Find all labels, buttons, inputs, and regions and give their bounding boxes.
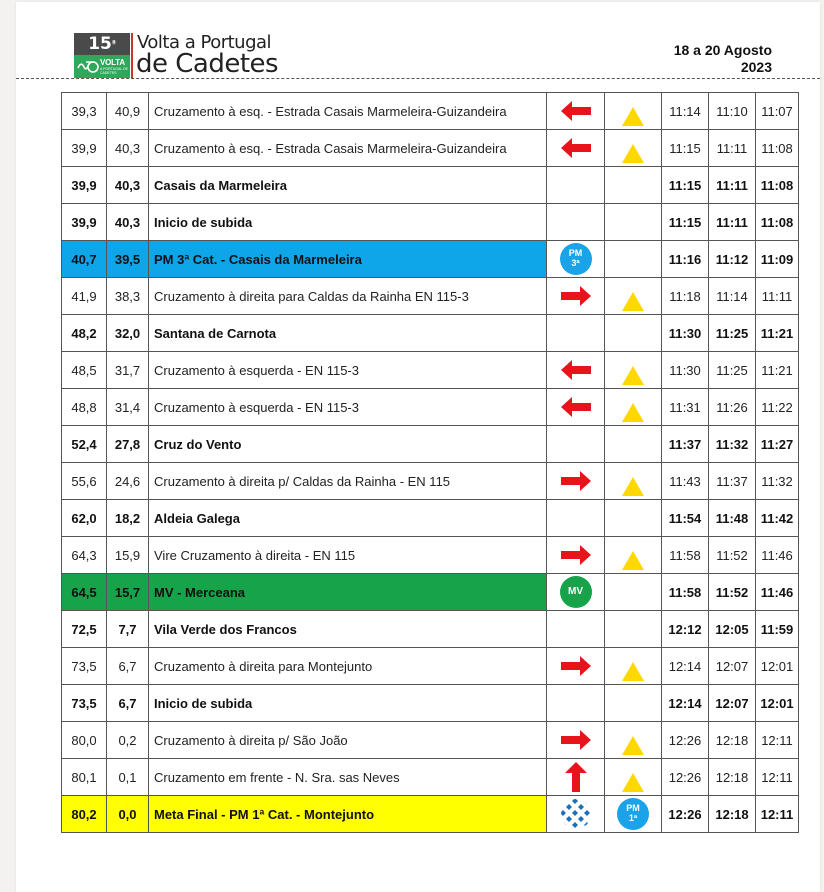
direction-cell [547, 611, 605, 648]
signal-cell [605, 537, 662, 574]
badge-line-2: 1ª [628, 813, 638, 823]
dates-range: 18 a 20 Agosto [673, 42, 772, 58]
km-left-cell: 40,3 [107, 204, 149, 241]
warning-triangle-icon [621, 143, 645, 164]
time-slow-cell: 11:11 [756, 278, 799, 315]
warning-triangle-icon [621, 291, 645, 312]
time-fast-cell: 11:16 [662, 241, 709, 278]
km-left-cell: 7,7 [107, 611, 149, 648]
signal-cell [605, 796, 662, 833]
table-row [62, 426, 799, 463]
description-cell: Cruzamento à esq. - Estrada Casais Marmeleira-Guizandeira [149, 93, 547, 130]
km-left-cell: 40,3 [107, 167, 149, 204]
signal-cell [605, 463, 662, 500]
direction-cell [547, 93, 605, 130]
time-fast-cell: 11:30 [662, 352, 709, 389]
pm-category-badge [617, 798, 649, 830]
km-left-cell: 18,2 [107, 500, 149, 537]
km-done-cell: 40,7 [62, 241, 107, 278]
signal-cell [605, 500, 662, 537]
time-fast-cell: 11:30 [662, 315, 709, 352]
table-row [62, 463, 799, 500]
direction-cell [547, 278, 605, 315]
badge-line-1: PM [626, 803, 640, 813]
km-left-cell: 6,7 [107, 685, 149, 722]
table-row [62, 722, 799, 759]
route-itinerary-table [61, 92, 799, 833]
description-cell: Inicio de subida [149, 204, 547, 241]
signal-cell [605, 241, 662, 278]
km-done-cell: 80,0 [62, 722, 107, 759]
logo-text: VOLTA [100, 58, 125, 67]
km-done-cell: 41,9 [62, 278, 107, 315]
warning-triangle-icon [621, 402, 645, 423]
arrow-left-icon [560, 396, 592, 418]
table-row [62, 167, 799, 204]
km-left-cell: 38,3 [107, 278, 149, 315]
signal-cell [605, 130, 662, 167]
direction-cell [547, 537, 605, 574]
time-mid-cell: 11:52 [709, 574, 756, 611]
title-line-1: Volta a Portugal [137, 32, 272, 53]
signal-cell [605, 648, 662, 685]
km-done-cell: 48,5 [62, 352, 107, 389]
direction-cell [547, 204, 605, 241]
table-row [62, 574, 799, 611]
km-left-cell: 40,9 [107, 93, 149, 130]
time-mid-cell: 12:05 [709, 611, 756, 648]
badge-line-2: 3ª [571, 258, 580, 268]
km-left-cell: 27,8 [107, 426, 149, 463]
time-fast-cell: 11:37 [662, 426, 709, 463]
warning-triangle-icon [621, 476, 645, 497]
direction-cell [547, 574, 605, 611]
time-slow-cell: 11:08 [756, 130, 799, 167]
header-divider [16, 78, 820, 79]
warning-triangle-icon [621, 735, 645, 756]
km-done-cell: 39,9 [62, 167, 107, 204]
description-cell: Cruzamento à direita p/ Caldas da Rainha - EN 115 [149, 463, 547, 500]
direction-cell [547, 796, 605, 833]
km-done-cell: 72,5 [62, 611, 107, 648]
km-left-cell: 6,7 [107, 648, 149, 685]
time-fast-cell: 11:43 [662, 463, 709, 500]
time-mid-cell: 11:11 [709, 167, 756, 204]
time-mid-cell: 12:18 [709, 722, 756, 759]
description-cell: Cruzamento à esquerda - EN 115-3 [149, 389, 547, 426]
time-mid-cell: 11:26 [709, 389, 756, 426]
description-cell: PM 3ª Cat. - Casais da Marmeleira [149, 241, 547, 278]
time-fast-cell: 12:14 [662, 685, 709, 722]
description-cell: Meta Final - PM 1ª Cat. - Montejunto [149, 796, 547, 833]
direction-cell [547, 722, 605, 759]
time-mid-cell: 11:32 [709, 426, 756, 463]
signal-cell [605, 611, 662, 648]
checkered-finish-icon [560, 798, 592, 830]
description-cell: Cruzamento à esquerda - EN 115-3 [149, 352, 547, 389]
table-row [62, 500, 799, 537]
km-done-cell: 73,5 [62, 648, 107, 685]
signal-cell [605, 93, 662, 130]
km-done-cell: 39,9 [62, 204, 107, 241]
warning-triangle-icon [621, 661, 645, 682]
mv-badge: MV [560, 576, 592, 608]
km-left-cell: 40,3 [107, 130, 149, 167]
time-fast-cell: 12:12 [662, 611, 709, 648]
table-row [62, 352, 799, 389]
time-fast-cell: 12:26 [662, 722, 709, 759]
time-slow-cell: 11:46 [756, 537, 799, 574]
time-slow-cell: 11:08 [756, 167, 799, 204]
arrow-left-icon [560, 100, 592, 122]
description-cell: Casais da Marmeleira [149, 167, 547, 204]
description-cell: Aldeia Galega [149, 500, 547, 537]
km-done-cell: 80,2 [62, 796, 107, 833]
time-fast-cell: 12:26 [662, 759, 709, 796]
time-mid-cell: 11:25 [709, 315, 756, 352]
event-logo [74, 33, 130, 78]
direction-cell [547, 241, 605, 278]
time-fast-cell: 11:14 [662, 93, 709, 130]
time-fast-cell: 11:15 [662, 204, 709, 241]
description-cell: Cruzamento em frente - N. Sra. sas Neves [149, 759, 547, 796]
time-fast-cell: 11:54 [662, 500, 709, 537]
badge-line-1: PM [568, 248, 583, 258]
time-mid-cell: 11:12 [709, 241, 756, 278]
direction-cell [547, 463, 605, 500]
table-row [62, 685, 799, 722]
time-slow-cell: 11:09 [756, 241, 799, 278]
arrow-right-icon [560, 544, 592, 566]
description-cell: MV - Merceana [149, 574, 547, 611]
signal-cell [605, 352, 662, 389]
cyclist-icon [76, 58, 100, 74]
signal-cell [605, 204, 662, 241]
time-fast-cell: 11:31 [662, 389, 709, 426]
description-cell: Santana de Carnota [149, 315, 547, 352]
time-mid-cell: 12:18 [709, 796, 756, 833]
km-done-cell: 62,0 [62, 500, 107, 537]
time-fast-cell: 11:58 [662, 574, 709, 611]
time-mid-cell: 11:48 [709, 500, 756, 537]
time-mid-cell: 12:07 [709, 648, 756, 685]
time-mid-cell: 11:10 [709, 93, 756, 130]
direction-cell [547, 648, 605, 685]
time-fast-cell: 11:15 [662, 167, 709, 204]
km-done-cell: 48,8 [62, 389, 107, 426]
km-left-cell: 0,2 [107, 722, 149, 759]
time-fast-cell: 12:14 [662, 648, 709, 685]
signal-cell [605, 722, 662, 759]
time-slow-cell: 11:08 [756, 204, 799, 241]
arrow-right-icon [560, 470, 592, 492]
time-mid-cell: 11:52 [709, 537, 756, 574]
km-done-cell: 52,4 [62, 426, 107, 463]
time-fast-cell: 12:26 [662, 796, 709, 833]
km-left-cell: 15,9 [107, 537, 149, 574]
time-slow-cell: 11:42 [756, 500, 799, 537]
dates-year: 2023 [740, 59, 772, 75]
volta-logo [74, 55, 130, 78]
warning-triangle-icon [621, 106, 645, 127]
time-fast-cell: 11:58 [662, 537, 709, 574]
direction-cell [547, 685, 605, 722]
time-slow-cell: 11:21 [756, 352, 799, 389]
arrow-right-icon [560, 285, 592, 307]
event-dates [674, 42, 772, 76]
time-mid-cell: 11:14 [709, 278, 756, 315]
document-page [16, 2, 820, 892]
description-cell: Inicio de subida [149, 685, 547, 722]
km-left-cell: 31,7 [107, 352, 149, 389]
km-done-cell: 64,3 [62, 537, 107, 574]
time-fast-cell: 11:18 [662, 278, 709, 315]
time-slow-cell: 12:11 [756, 722, 799, 759]
logo-subtext: A PORTUGAL DE CADETES [100, 67, 129, 75]
table-row [62, 278, 799, 315]
table-row [62, 241, 799, 278]
km-done-cell: 73,5 [62, 685, 107, 722]
table-row [62, 130, 799, 167]
km-done-cell: 48,2 [62, 315, 107, 352]
km-left-cell: 0,1 [107, 759, 149, 796]
time-mid-cell: 11:25 [709, 352, 756, 389]
title-line-2: de Cadetes [136, 49, 279, 79]
page-header [16, 2, 820, 78]
table-row [62, 389, 799, 426]
table-row [62, 315, 799, 352]
time-mid-cell: 12:07 [709, 685, 756, 722]
km-left-cell: 32,0 [107, 315, 149, 352]
description-cell: Cruzamento à esq. - Estrada Casais Marmeleira-Guizandeira [149, 130, 547, 167]
signal-cell [605, 574, 662, 611]
direction-cell [547, 167, 605, 204]
km-done-cell: 55,6 [62, 463, 107, 500]
signal-cell [605, 278, 662, 315]
time-slow-cell: 12:01 [756, 648, 799, 685]
direction-cell [547, 500, 605, 537]
table-row [62, 648, 799, 685]
edition-badge [74, 33, 130, 55]
time-mid-cell: 12:18 [709, 759, 756, 796]
km-left-cell: 39,5 [107, 241, 149, 278]
description-cell: Vila Verde dos Francos [149, 611, 547, 648]
km-left-cell: 31,4 [107, 389, 149, 426]
time-slow-cell: 12:11 [756, 796, 799, 833]
edition-suffix: ª [111, 39, 116, 47]
signal-cell [605, 426, 662, 463]
time-mid-cell: 11:37 [709, 463, 756, 500]
warning-triangle-icon [621, 550, 645, 571]
time-slow-cell: 11:32 [756, 463, 799, 500]
table-row [62, 611, 799, 648]
time-slow-cell: 11:07 [756, 93, 799, 130]
time-slow-cell: 11:21 [756, 315, 799, 352]
signal-cell [605, 759, 662, 796]
table-row [62, 796, 799, 833]
table-row [62, 537, 799, 574]
km-done-cell: 80,1 [62, 759, 107, 796]
arrow-up-icon [564, 761, 588, 793]
time-slow-cell: 11:27 [756, 426, 799, 463]
time-slow-cell: 11:22 [756, 389, 799, 426]
time-slow-cell: 11:59 [756, 611, 799, 648]
km-done-cell: 39,3 [62, 93, 107, 130]
table-row [62, 93, 799, 130]
arrow-right-icon [560, 729, 592, 751]
pm-category-badge [560, 243, 592, 275]
time-slow-cell: 12:11 [756, 759, 799, 796]
description-cell: Cruzamento à direita para Montejunto [149, 648, 547, 685]
direction-cell [547, 130, 605, 167]
signal-cell [605, 315, 662, 352]
warning-triangle-icon [621, 772, 645, 793]
km-left-cell: 0,0 [107, 796, 149, 833]
arrow-right-icon [560, 655, 592, 677]
km-left-cell: 24,6 [107, 463, 149, 500]
time-fast-cell: 11:15 [662, 130, 709, 167]
table-row [62, 759, 799, 796]
time-mid-cell: 11:11 [709, 130, 756, 167]
km-done-cell: 39,9 [62, 130, 107, 167]
warning-triangle-icon [621, 365, 645, 386]
km-done-cell: 64,5 [62, 574, 107, 611]
table-row [62, 204, 799, 241]
direction-cell [547, 759, 605, 796]
time-slow-cell: 12:01 [756, 685, 799, 722]
logo-divider [131, 33, 133, 78]
time-mid-cell: 11:11 [709, 204, 756, 241]
direction-cell [547, 352, 605, 389]
arrow-left-icon [560, 137, 592, 159]
signal-cell [605, 685, 662, 722]
description-cell: Cruzamento à direita para Caldas da Rainha EN 115-3 [149, 278, 547, 315]
direction-cell [547, 315, 605, 352]
km-left-cell: 15,7 [107, 574, 149, 611]
direction-cell [547, 426, 605, 463]
arrow-left-icon [560, 359, 592, 381]
signal-cell [605, 167, 662, 204]
description-cell: Vire Cruzamento à direita - EN 115 [149, 537, 547, 574]
time-slow-cell: 11:46 [756, 574, 799, 611]
description-cell: Cruz do Vento [149, 426, 547, 463]
direction-cell [547, 389, 605, 426]
signal-cell [605, 389, 662, 426]
description-cell: Cruzamento à direita p/ São João [149, 722, 547, 759]
edition-number: 15 [88, 34, 112, 54]
